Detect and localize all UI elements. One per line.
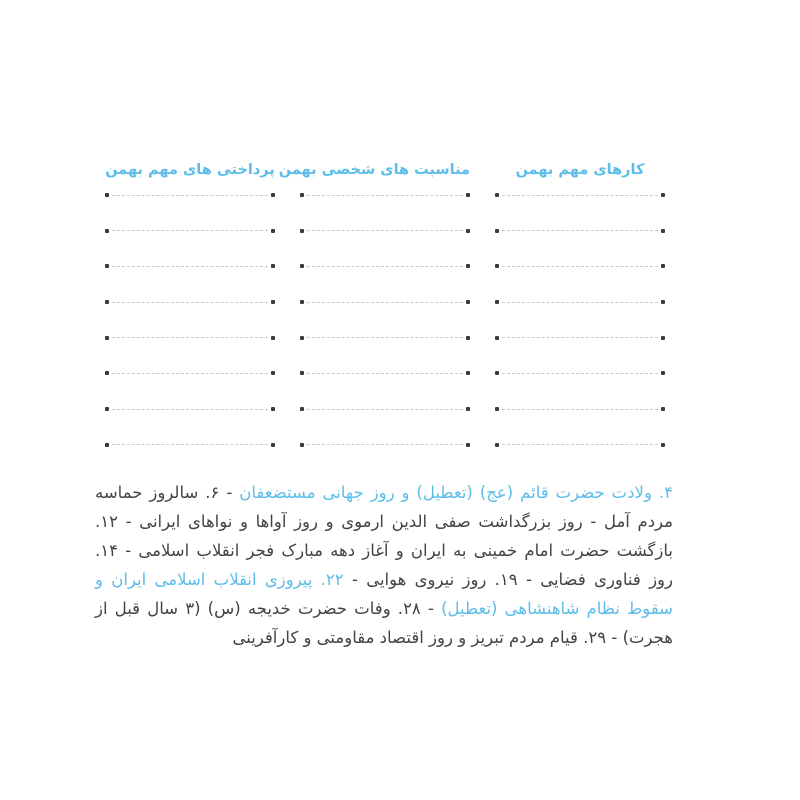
line-end-dot <box>300 407 304 411</box>
note-line <box>495 264 665 268</box>
line-end-dot <box>105 336 109 340</box>
event-segment-highlighted: ۲۲. پیروزی انقلاب اسلامی ایران و سقوط نظام شاهنشاهی (تعطیل) <box>95 569 674 618</box>
note-lines-important-tasks <box>495 193 665 447</box>
dotted-line <box>112 266 268 267</box>
line-end-dot <box>495 264 499 268</box>
line-end-dot <box>105 193 109 197</box>
line-end-dot <box>271 264 275 268</box>
note-line <box>105 229 275 233</box>
line-end-dot <box>661 407 665 411</box>
line-end-dot <box>661 193 665 197</box>
note-line <box>300 300 470 304</box>
note-line <box>105 193 275 197</box>
dotted-line <box>307 444 463 445</box>
dotted-line <box>307 266 463 267</box>
column-important-tasks <box>495 161 665 447</box>
line-end-dot <box>105 371 109 375</box>
dotted-line <box>502 444 658 445</box>
dotted-line <box>502 373 658 374</box>
line-end-dot <box>300 300 304 304</box>
note-line <box>300 193 470 197</box>
line-end-dot <box>300 193 304 197</box>
column-header-important-payments: پرداختی های مهم بهمن <box>105 162 275 178</box>
line-end-dot <box>661 300 665 304</box>
note-line <box>495 407 665 411</box>
note-line <box>495 336 665 340</box>
line-end-dot <box>300 371 304 375</box>
dotted-line <box>307 302 463 303</box>
line-end-dot <box>495 407 499 411</box>
column-header-personal-occasions: مناسبت های شخصی بهمن <box>278 162 470 178</box>
planner-columns <box>105 161 665 447</box>
note-line <box>495 371 665 375</box>
line-end-dot <box>271 229 275 233</box>
note-lines-important-payments <box>105 193 275 447</box>
line-end-dot <box>300 336 304 340</box>
dotted-line <box>112 409 268 410</box>
note-line <box>105 407 275 411</box>
line-end-dot <box>495 371 499 375</box>
note-line <box>300 229 470 233</box>
dotted-line <box>307 337 463 338</box>
line-end-dot <box>271 300 275 304</box>
line-end-dot <box>271 407 275 411</box>
line-end-dot <box>495 336 499 340</box>
note-line <box>495 193 665 197</box>
column-important-payments <box>105 161 275 447</box>
line-end-dot <box>271 443 275 447</box>
note-line <box>495 300 665 304</box>
dotted-line <box>502 266 658 267</box>
line-end-dot <box>466 300 470 304</box>
line-end-dot <box>105 300 109 304</box>
dotted-line <box>502 195 658 196</box>
line-end-dot <box>495 193 499 197</box>
dotted-line <box>502 230 658 231</box>
line-end-dot <box>661 229 665 233</box>
line-end-dot <box>466 264 470 268</box>
dotted-line <box>307 195 463 196</box>
line-end-dot <box>466 336 470 340</box>
line-end-dot <box>300 229 304 233</box>
line-end-dot <box>466 193 470 197</box>
dotted-line <box>112 230 268 231</box>
line-end-dot <box>105 229 109 233</box>
note-line <box>105 443 275 447</box>
note-line <box>300 264 470 268</box>
dotted-line <box>502 409 658 410</box>
line-end-dot <box>661 264 665 268</box>
note-line <box>300 336 470 340</box>
column-personal-occasions <box>278 161 470 447</box>
line-end-dot <box>661 336 665 340</box>
dotted-line <box>112 444 268 445</box>
line-end-dot <box>271 336 275 340</box>
line-end-dot <box>661 371 665 375</box>
note-line <box>495 443 665 447</box>
dotted-line <box>112 373 268 374</box>
dotted-line <box>112 337 268 338</box>
line-end-dot <box>271 193 275 197</box>
line-end-dot <box>466 371 470 375</box>
dotted-line <box>307 230 463 231</box>
line-end-dot <box>300 264 304 268</box>
note-line <box>300 407 470 411</box>
note-lines-personal-occasions <box>300 193 470 447</box>
note-line <box>105 336 275 340</box>
event-segment: - ۲۸. وفات حضرت خدیجه (س) (۳ سال قبل از هجرت) - ۲۹. قیام مردم تبریز و روز اقتصاد مقاومتی و کارآفرینی <box>95 598 673 647</box>
line-end-dot <box>105 443 109 447</box>
dotted-line <box>307 373 463 374</box>
note-line <box>300 371 470 375</box>
events-paragraph <box>95 478 673 652</box>
note-line <box>300 443 470 447</box>
line-end-dot <box>661 443 665 447</box>
line-end-dot <box>300 443 304 447</box>
event-segment-highlighted: ۴. ولادت حضرت قائم (عج) (تعطیل) و روز جهانی مستضعفان <box>239 482 674 502</box>
line-end-dot <box>495 300 499 304</box>
line-end-dot <box>466 407 470 411</box>
dotted-line <box>112 302 268 303</box>
note-line <box>105 371 275 375</box>
line-end-dot <box>495 229 499 233</box>
column-header-important-tasks: کارهای مهم بهمن <box>515 162 645 178</box>
event-segment: - ۶. سالروز حماسه مردم آمل - روز بزرگداشت صفی الدین ارموی و روز آواها و نواهای ایرانی - ۱۲. بازگشت حضرت امام خمینی به ایران و آغاز دهه مبارک فجر انقلاب اسلامی - ۱۴. روز فناوری فضایی - ۱۹. روز نیروی هوایی - <box>95 482 673 589</box>
line-end-dot <box>466 443 470 447</box>
dotted-line <box>112 195 268 196</box>
line-end-dot <box>105 407 109 411</box>
line-end-dot <box>466 229 470 233</box>
note-line <box>495 229 665 233</box>
line-end-dot <box>105 264 109 268</box>
line-end-dot <box>495 443 499 447</box>
note-line <box>105 300 275 304</box>
line-end-dot <box>271 371 275 375</box>
dotted-line <box>502 302 658 303</box>
dotted-line <box>307 409 463 410</box>
dotted-line <box>502 337 658 338</box>
note-line <box>105 264 275 268</box>
